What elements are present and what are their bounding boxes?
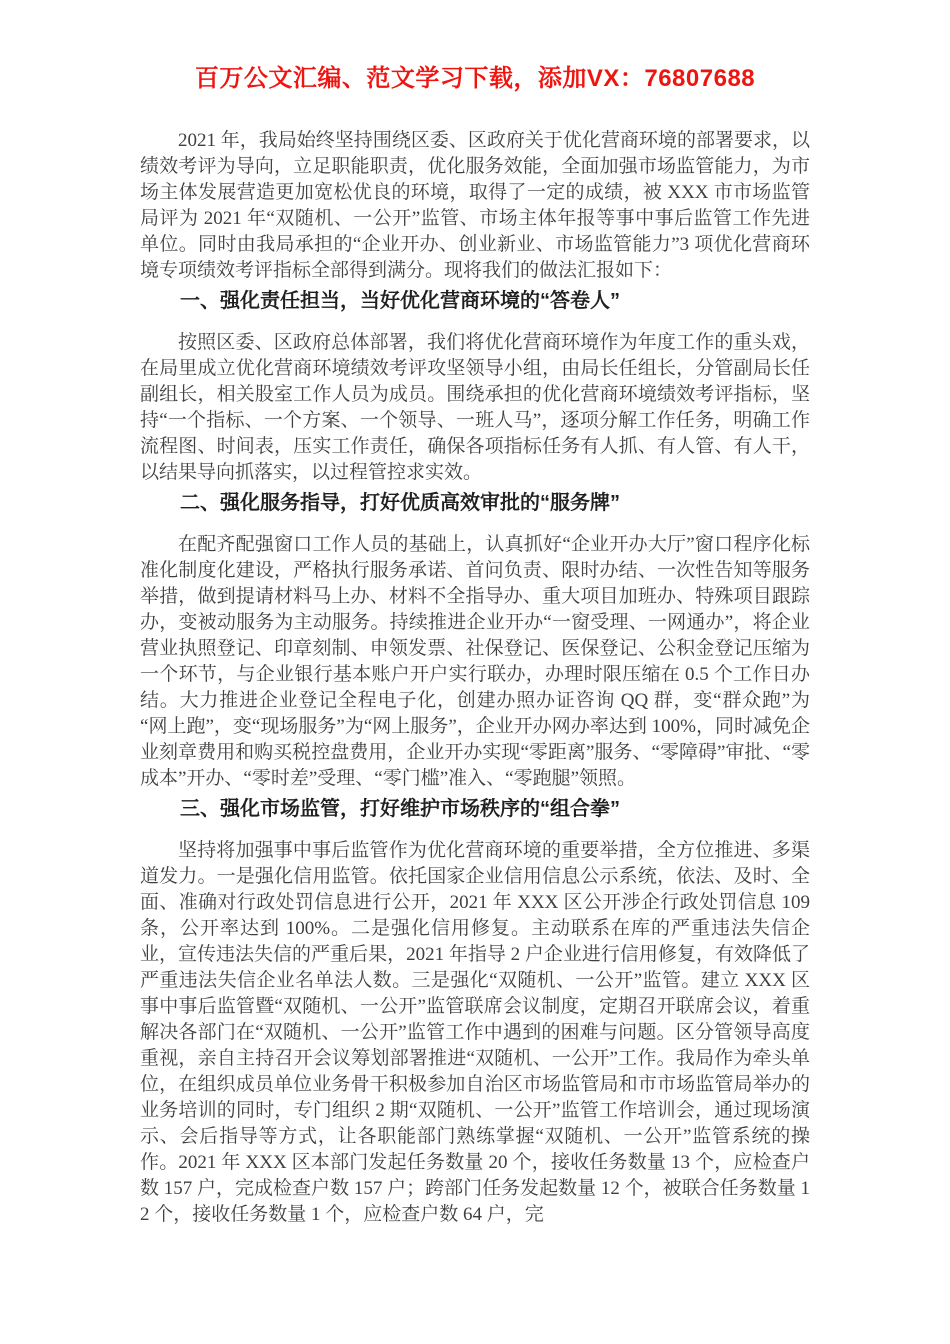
section-2-heading: 二、强化服务指导，打好优质高效审批的“服务牌” [180,492,620,514]
section-3-body: 坚持将加强事中事后监管作为优化营商环境的重要举措，全方位推进、多渠道发力。一是强化信用监管。依托国家企业信用信息公示系统，依法、及时、全面、准确对行政处罚信息进行公开，2021 年 XXX 区公开涉企行政处罚信息 109 条，公开率达到 100%。二是强化信用修复。主动联系在库的严重违法失信企业，宣传违法失信的严重后果，2021 年指导 2 户企业进行信用修复，有效降低了严重违法失信企业名单法人数。三是强化“双随机、一公开”监管。建立 XXX 区事中事后监管暨“双随机、一公开”监管联席会议制度，定期召开联席会议，着重解决各部门在“双随机、一公开”监管工作中遇到的困难与问题。区分管领导高度重视，亲自主持召开会议筹划部署推进“双随机、一公开”工作。我局作为牵头单位，在组织成员单位业务骨干积极参加自治区市场监管局和市市场监管局举办的业务培训的同时，专门组织 2 期“双随机、一公开”监管工作培训会，通过现场演示、会后指导等方式，让各职能部门熟练掌握“双随机、一公开”监管系统的操作。2021 年 XXX 区本部门发起任务数量 20 个，接收任务数量 13 个，应检查户数 157 户，完成检查户数 157 户；跨部门任务发起数量 12 个，被联合任务数量 12 个，接收任务数量 1 个，应检查户数 64 户，完 [140,840,810,1225]
intro-paragraph: 2021 年，我局始终坚持围绕区委、区政府关于优化营商环境的部署要求，以绩效考评为导向，立足职能职责，优化服务效能，全面加强市场监管能力，为市场主体发展营造更加宽松优良的环境，取得了一定的成绩，被 XXX 市市场监管局评为 2021 年“双随机、一公开”监管、市场主体年报等事中事后监管工作先进单位。同时由我局承担的“企业开办、创业新业、市场监管能力”3 项优化营商环境专项绩效考评指标全部得到满分。现将我们的做法汇报如下： [140,130,810,281]
section-3 [140,796,810,1228]
section-1 [140,288,810,486]
section-3-heading: 三、强化市场监管，打好维护市场秩序的“组合拳” [180,798,620,820]
section-1-body: 按照区委、区政府总体部署，我们将优化营商环境作为年度工作的重头戏，在局里成立优化营商环境绩效考评攻坚领导小组，由局长任组长，分管副局长任副组长，相关股室工作人员为成员。围绕承担的优化营商环境绩效考评指标，坚持“一个指标、一个方案、一个领导、一班人马”，逐项分解工作任务，明确工作流程图、时间表，压实工作责任，确保各项指标任务有人抓、有人管、有人干，以结果导向抓落实，以过程管控求实效。 [140,332,810,483]
promo-banner: 百万公文汇编、范文学习下载，添加VX：76807688 [194,65,756,92]
section-2-body: 在配齐配强窗口工作人员的基础上，认真抓好“企业开办大厅”窗口程序化标准化制度化建设，严格执行服务承诺、首问负责、限时办结、一次性告知等服务举措，做到提请材料马上办、材料不全指导办、重大项目加班办、特殊项目跟踪办，变被动服务为主动服务。持续推进企业开办“一窗受理、一网通办”，将企业营业执照登记、印章刻制、申领发票、社保登记、医保登记、公积金登记压缩为一个环节，与企业银行基本账户开户实行联办，办理时限压缩在 0.5 个工作日办结。大力推进企业登记全程电子化，创建办照办证咨询 QQ 群，变“群众跑”为“网上跑”，变“现场服务”为“网上服务”，企业开办网办率达到 100%，同时减免企业刻章费用和购买税控盘费用，企业开办实现“零距离”服务、“零障碍”审批、“零成本”开办、“零时差”受理、“零门槛”准入、“零跑腿”领照。 [140,534,810,789]
section-1-heading: 一、强化责任担当，当好优化营商环境的“答卷人” [180,290,620,312]
document-body [140,128,810,1228]
section-2 [140,490,810,792]
